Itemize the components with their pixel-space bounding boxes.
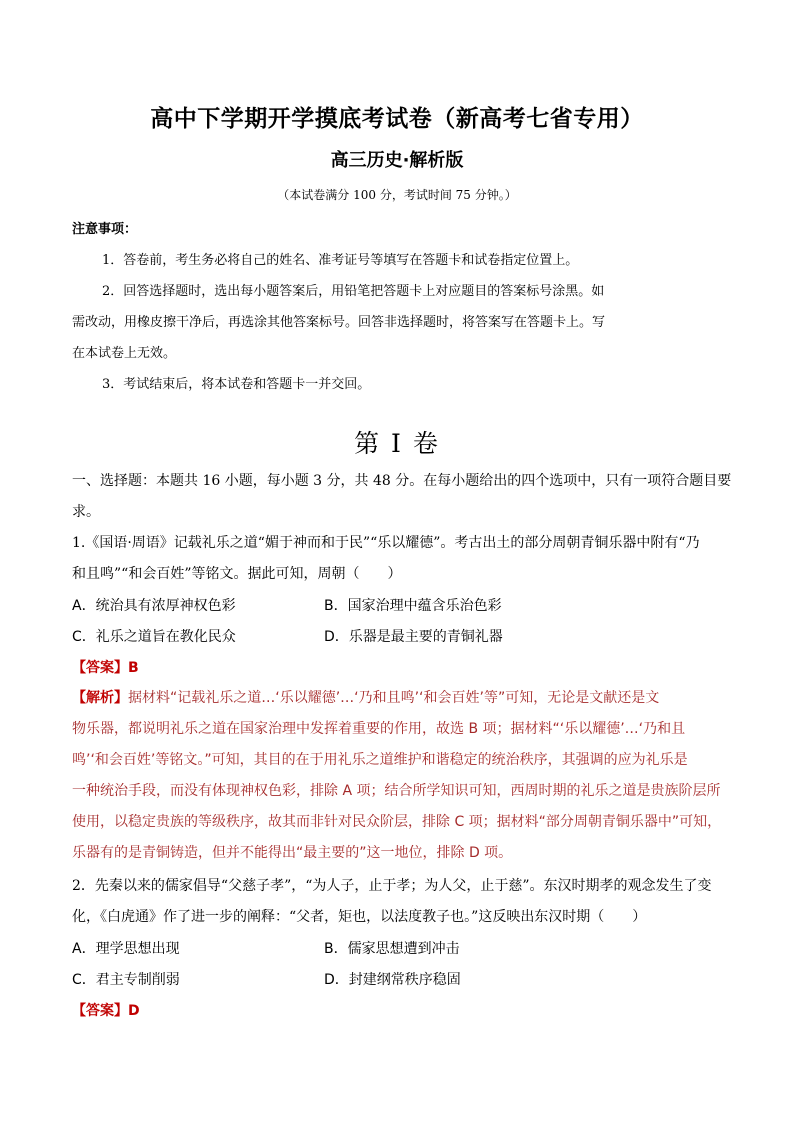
q1-analysis-line: 鸣’‘和会百姓’等铭文。”可知，其目的在于用礼乐之道维护和谐稳定的统治秩序，其强调的应为礼乐是: [72, 752, 688, 768]
q1-analysis-line: 乐器有的是青铜铸造，但并不能得出“最主要的”这一地位，排除 D 项。: [72, 845, 513, 861]
q2-answer: [72, 1000, 140, 1020]
q2-stem: 2．先秦以来的儒家倡导“父慈子孝”，“为人子，止于孝；为人父，止于慈”。东汉时期孝的观念发生了变: [72, 878, 712, 894]
analysis-label: 【解析】: [72, 690, 128, 706]
answer-label: 【答案】: [72, 1003, 128, 1019]
q2-option-b: B．儒家思想遭到冲击: [324, 941, 460, 957]
q1-option-a: A．统治具有浓厚神权色彩: [72, 598, 236, 614]
analysis-text: 据材料“记载礼乐之道…‘乐以耀德’…‘乃和且鸣’‘和会百姓’等”可知，无论是文献还是文: [128, 690, 660, 706]
q1-stem-cont: 和且鸣”“和会百姓”等铭文。据此可知，周朝（ ）: [72, 566, 402, 582]
section-instruction-cont: 求。: [72, 504, 100, 520]
exam-meta: （本试卷满分 100 分，考试时间 75 分钟。）: [277, 188, 517, 202]
q1-option-d: D．乐器是最主要的青铜礼器: [324, 629, 503, 645]
q1-analysis-line: 一种统治手段，而没有体现神权色彩，排除 A 项；结合所学知识可知，西周时期的礼乐之道是贵族阶层所: [72, 783, 721, 799]
q1-answer: [72, 657, 139, 677]
section-instruction: 一、选择题：本题共 16 小题，每小题 3 分，共 48 分。在每小题给出的四个选项中，只有一项符合题目要: [72, 473, 732, 489]
notice-item: 2．回答选择题时，选出每小题答案后，用铅笔把答题卡上对应题目的答案标号涂黑。如: [102, 284, 605, 299]
notice-item: 3．考试结束后，将本试卷和答题卡一并交回。: [102, 377, 371, 392]
q2-option-c: C．君主专制削弱: [72, 972, 180, 988]
answer-label: 【答案】: [72, 660, 128, 676]
notice-item: 1．答卷前，考生务必将自己的姓名、准考证号等填写在答题卡和试卷指定位置上。: [102, 253, 579, 268]
notice-item: 需改动，用橡皮擦干净后，再选涂其他答案标号。回答非选择题时，将答案写在答题卡上。写: [72, 315, 606, 330]
q1-option-b: B．国家治理中蕴含乐治色彩: [324, 598, 502, 614]
answer-value: D: [128, 1003, 140, 1019]
q1-stem: 1.《国语·周语》记载礼乐之道“媚于神而和于民”“乐以耀德”。考古出土的部分周朝青铜乐器中附有“乃: [72, 535, 700, 551]
q1-analysis-line: 物乐器，都说明礼乐之道在国家治理中发挥着重要的作用，故选 B 项；据材料“‘乐以耀德’…‘乃和且: [72, 721, 686, 737]
q2-option-d: D．封建纲常秩序稳固: [324, 972, 461, 988]
q1-analysis-line: 使用，以稳定贵族的等级秩序，故其而非针对民众阶层，排除 C 项；据材料“部分周朝青铜乐器中”可知，: [72, 814, 722, 830]
q1-option-c: C．礼乐之道旨在教化民众: [72, 629, 236, 645]
notice-item: 在本试卷上无效。: [72, 346, 177, 361]
answer-value: B: [128, 660, 139, 676]
q2-option-a: A．理学思想出现: [72, 941, 180, 957]
exam-subtitle: 高三历史·解析版: [330, 150, 464, 171]
q1-analysis-line: [72, 687, 659, 707]
q2-stem-cont: 化，《白虎通》作了进一步的阐释：“父者，矩也，以法度教子也。”这反映出东汉时期（ ）: [72, 909, 647, 925]
notice-heading: 注意事项：: [72, 222, 138, 237]
volume-heading: 第 I 卷: [354, 429, 440, 458]
exam-title: 高中下学期开学摸底考试卷（新高考七省专用）: [150, 106, 644, 132]
